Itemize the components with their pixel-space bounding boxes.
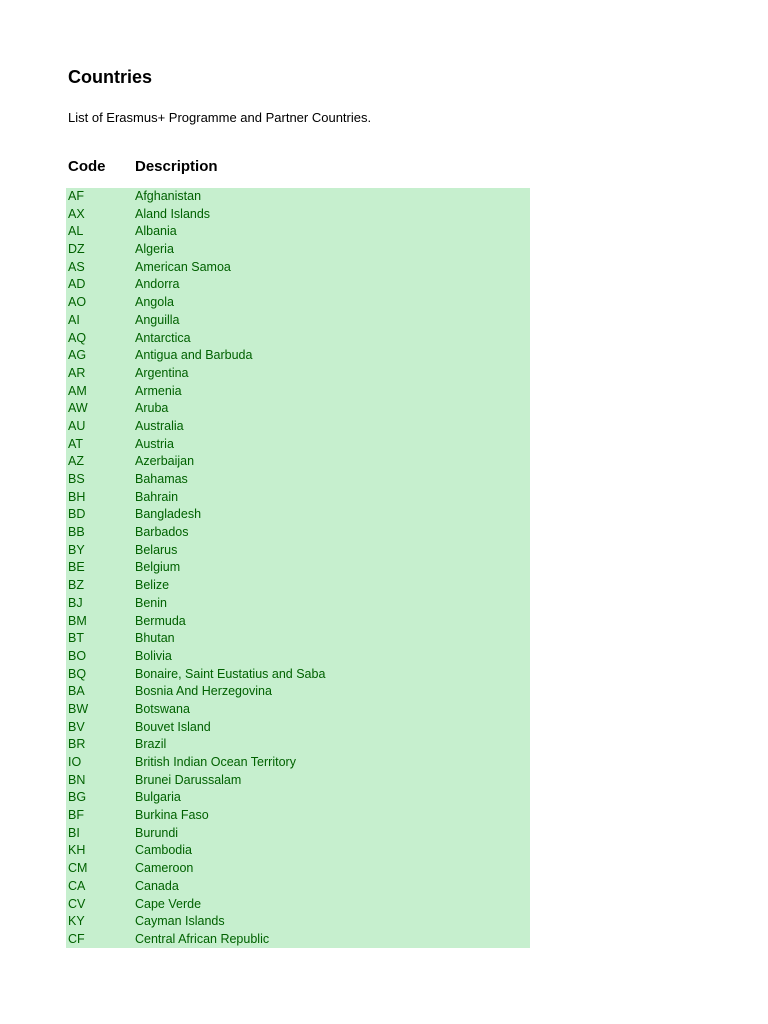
country-description-cell: Aruba <box>135 401 169 416</box>
country-code-cell: KY <box>68 914 85 929</box>
country-code-cell: BZ <box>68 578 84 593</box>
country-description-cell: Bulgaria <box>135 790 181 805</box>
page-intro: List of Erasmus+ Programme and Partner Countries. <box>68 110 372 125</box>
country-code-cell: BM <box>68 613 87 628</box>
country-description-cell: Bouvet Island <box>135 719 211 734</box>
table-row <box>66 453 530 471</box>
country-code-cell: BB <box>68 525 85 540</box>
country-code-cell: BI <box>68 825 80 840</box>
country-description-cell: Bahamas <box>135 472 188 486</box>
country-description-cell: Central African Republic <box>135 931 270 946</box>
country-description-cell: Cambodia <box>135 843 192 858</box>
country-description-cell: Bhutan <box>135 631 175 646</box>
country-description-cell: Angola <box>135 295 174 310</box>
country-description-cell: Burkina Faso <box>135 808 209 823</box>
table-row <box>66 400 530 418</box>
table-row <box>66 188 530 206</box>
table-row <box>66 312 530 330</box>
country-code-cell: BE <box>68 560 85 575</box>
country-code-cell: AT <box>68 436 84 451</box>
country-code-cell: BS <box>68 472 85 486</box>
country-code-cell: AG <box>68 348 87 363</box>
table-row <box>66 913 530 931</box>
country-description-cell: Antarctica <box>135 330 191 345</box>
country-code-cell: CM <box>68 861 88 876</box>
country-code-cell: AX <box>68 206 85 221</box>
country-description-cell: Belarus <box>135 542 178 557</box>
table-row <box>66 701 530 719</box>
country-description-cell: Barbados <box>135 525 189 540</box>
table-row <box>66 383 530 401</box>
country-description-cell: Canada <box>135 878 179 893</box>
country-code-cell: AO <box>68 295 87 310</box>
country-description-cell: Anguilla <box>135 312 180 327</box>
table-row <box>66 789 530 807</box>
table-row <box>66 542 530 560</box>
country-code-cell: BA <box>68 684 85 699</box>
table-row <box>66 418 530 436</box>
country-table <box>66 188 530 948</box>
country-description-cell: Benin <box>135 595 167 610</box>
table-row <box>66 772 530 790</box>
country-code-cell: AQ <box>68 330 87 345</box>
country-description-cell: Bermuda <box>135 613 186 628</box>
table-row <box>66 736 530 754</box>
country-code-cell: AW <box>68 401 88 416</box>
table-row <box>66 754 530 772</box>
table-row <box>66 878 530 896</box>
country-code-cell: CF <box>68 931 85 946</box>
table-row <box>66 223 530 241</box>
table-row <box>66 489 530 507</box>
country-code-cell: DZ <box>68 242 85 257</box>
country-description-cell: American Samoa <box>135 259 231 274</box>
country-description-cell: Bosnia And Herzegovina <box>135 684 272 699</box>
country-description-cell: Brazil <box>135 737 167 752</box>
country-description-cell: Cape Verde <box>135 896 202 911</box>
table-row <box>66 330 530 348</box>
country-description-cell: Belize <box>135 578 170 593</box>
country-code-cell: AZ <box>68 454 84 469</box>
table-row <box>66 648 530 666</box>
country-code-cell: BR <box>68 737 86 752</box>
country-description-cell: Brunei Darussalam <box>135 772 242 787</box>
country-description-cell: Antigua and Barbuda <box>135 348 253 363</box>
country-description-cell: Andorra <box>135 277 180 292</box>
country-description-cell: Austria <box>135 436 174 451</box>
table-row <box>66 896 530 914</box>
country-description-cell: Algeria <box>135 242 174 257</box>
country-description-cell: Armenia <box>135 383 182 398</box>
table-row <box>66 241 530 259</box>
table-row <box>66 436 530 454</box>
country-code-cell: CA <box>68 878 86 893</box>
table-row <box>66 276 530 294</box>
country-code-cell: AF <box>68 189 84 203</box>
country-code-cell: AI <box>68 312 80 327</box>
country-code-cell: AR <box>68 365 86 380</box>
country-code-cell: BV <box>68 719 85 734</box>
country-code-cell: AS <box>68 259 85 274</box>
table-row <box>66 206 530 224</box>
country-description-cell: Burundi <box>135 825 179 840</box>
table-row <box>66 842 530 860</box>
country-description-cell: Bangladesh <box>135 507 202 522</box>
country-description-cell: Albania <box>135 224 177 239</box>
country-code-cell: BD <box>68 507 86 522</box>
country-description-cell: Bolivia <box>135 648 172 663</box>
table-row <box>66 666 530 684</box>
table-row <box>66 807 530 825</box>
country-description-cell: Afghanistan <box>135 189 202 203</box>
country-description-cell: Botswana <box>135 701 190 716</box>
table-row <box>66 630 530 648</box>
table-row <box>66 347 530 365</box>
table-row <box>66 471 530 489</box>
country-code-cell: BY <box>68 542 85 557</box>
table-row <box>66 259 530 277</box>
table-row <box>66 559 530 577</box>
table-row <box>66 365 530 383</box>
table-row <box>66 683 530 701</box>
table-row <box>66 825 530 843</box>
country-code-cell: CV <box>68 896 86 911</box>
country-description-cell: Argentina <box>135 365 189 380</box>
country-code-cell: BG <box>68 790 87 805</box>
country-description-cell: Belgium <box>135 560 181 575</box>
column-header-code: Code <box>68 158 106 175</box>
country-code-cell: AU <box>68 418 86 433</box>
table-row <box>66 719 530 737</box>
country-description-cell: British Indian Ocean Territory <box>135 755 296 769</box>
country-description-cell: Aland Islands <box>135 206 211 221</box>
country-description-cell: Australia <box>135 418 184 433</box>
table-row <box>66 613 530 631</box>
country-description-cell: Bahrain <box>135 489 179 504</box>
country-code-cell: AM <box>68 383 87 398</box>
table-row <box>66 506 530 524</box>
country-description-cell: Cameroon <box>135 861 194 876</box>
country-description-cell: Azerbaijan <box>135 454 195 469</box>
table-row <box>66 577 530 595</box>
table-row <box>66 294 530 312</box>
table-row <box>66 931 530 949</box>
country-code-cell: BO <box>68 648 87 663</box>
country-code-cell: BQ <box>68 666 87 681</box>
country-code-cell: KH <box>68 843 86 858</box>
country-code-cell: BH <box>68 489 86 504</box>
country-code-cell: BW <box>68 701 89 716</box>
column-header-description: Description <box>135 158 218 175</box>
country-code-cell: AL <box>68 224 84 239</box>
table-row <box>66 860 530 878</box>
table-row <box>66 524 530 542</box>
country-description-cell: Bonaire, Saint Eustatius and Saba <box>135 666 326 681</box>
country-code-cell: BF <box>68 808 84 823</box>
country-code-cell: BJ <box>68 595 83 610</box>
country-code-cell: BT <box>68 631 84 646</box>
country-code-cell: BN <box>68 772 86 787</box>
country-code-cell: AD <box>68 277 86 292</box>
country-description-cell: Cayman Islands <box>135 914 225 929</box>
table-row <box>66 595 530 613</box>
country-code-cell: IO <box>68 755 82 769</box>
page-title: Countries <box>68 67 153 87</box>
